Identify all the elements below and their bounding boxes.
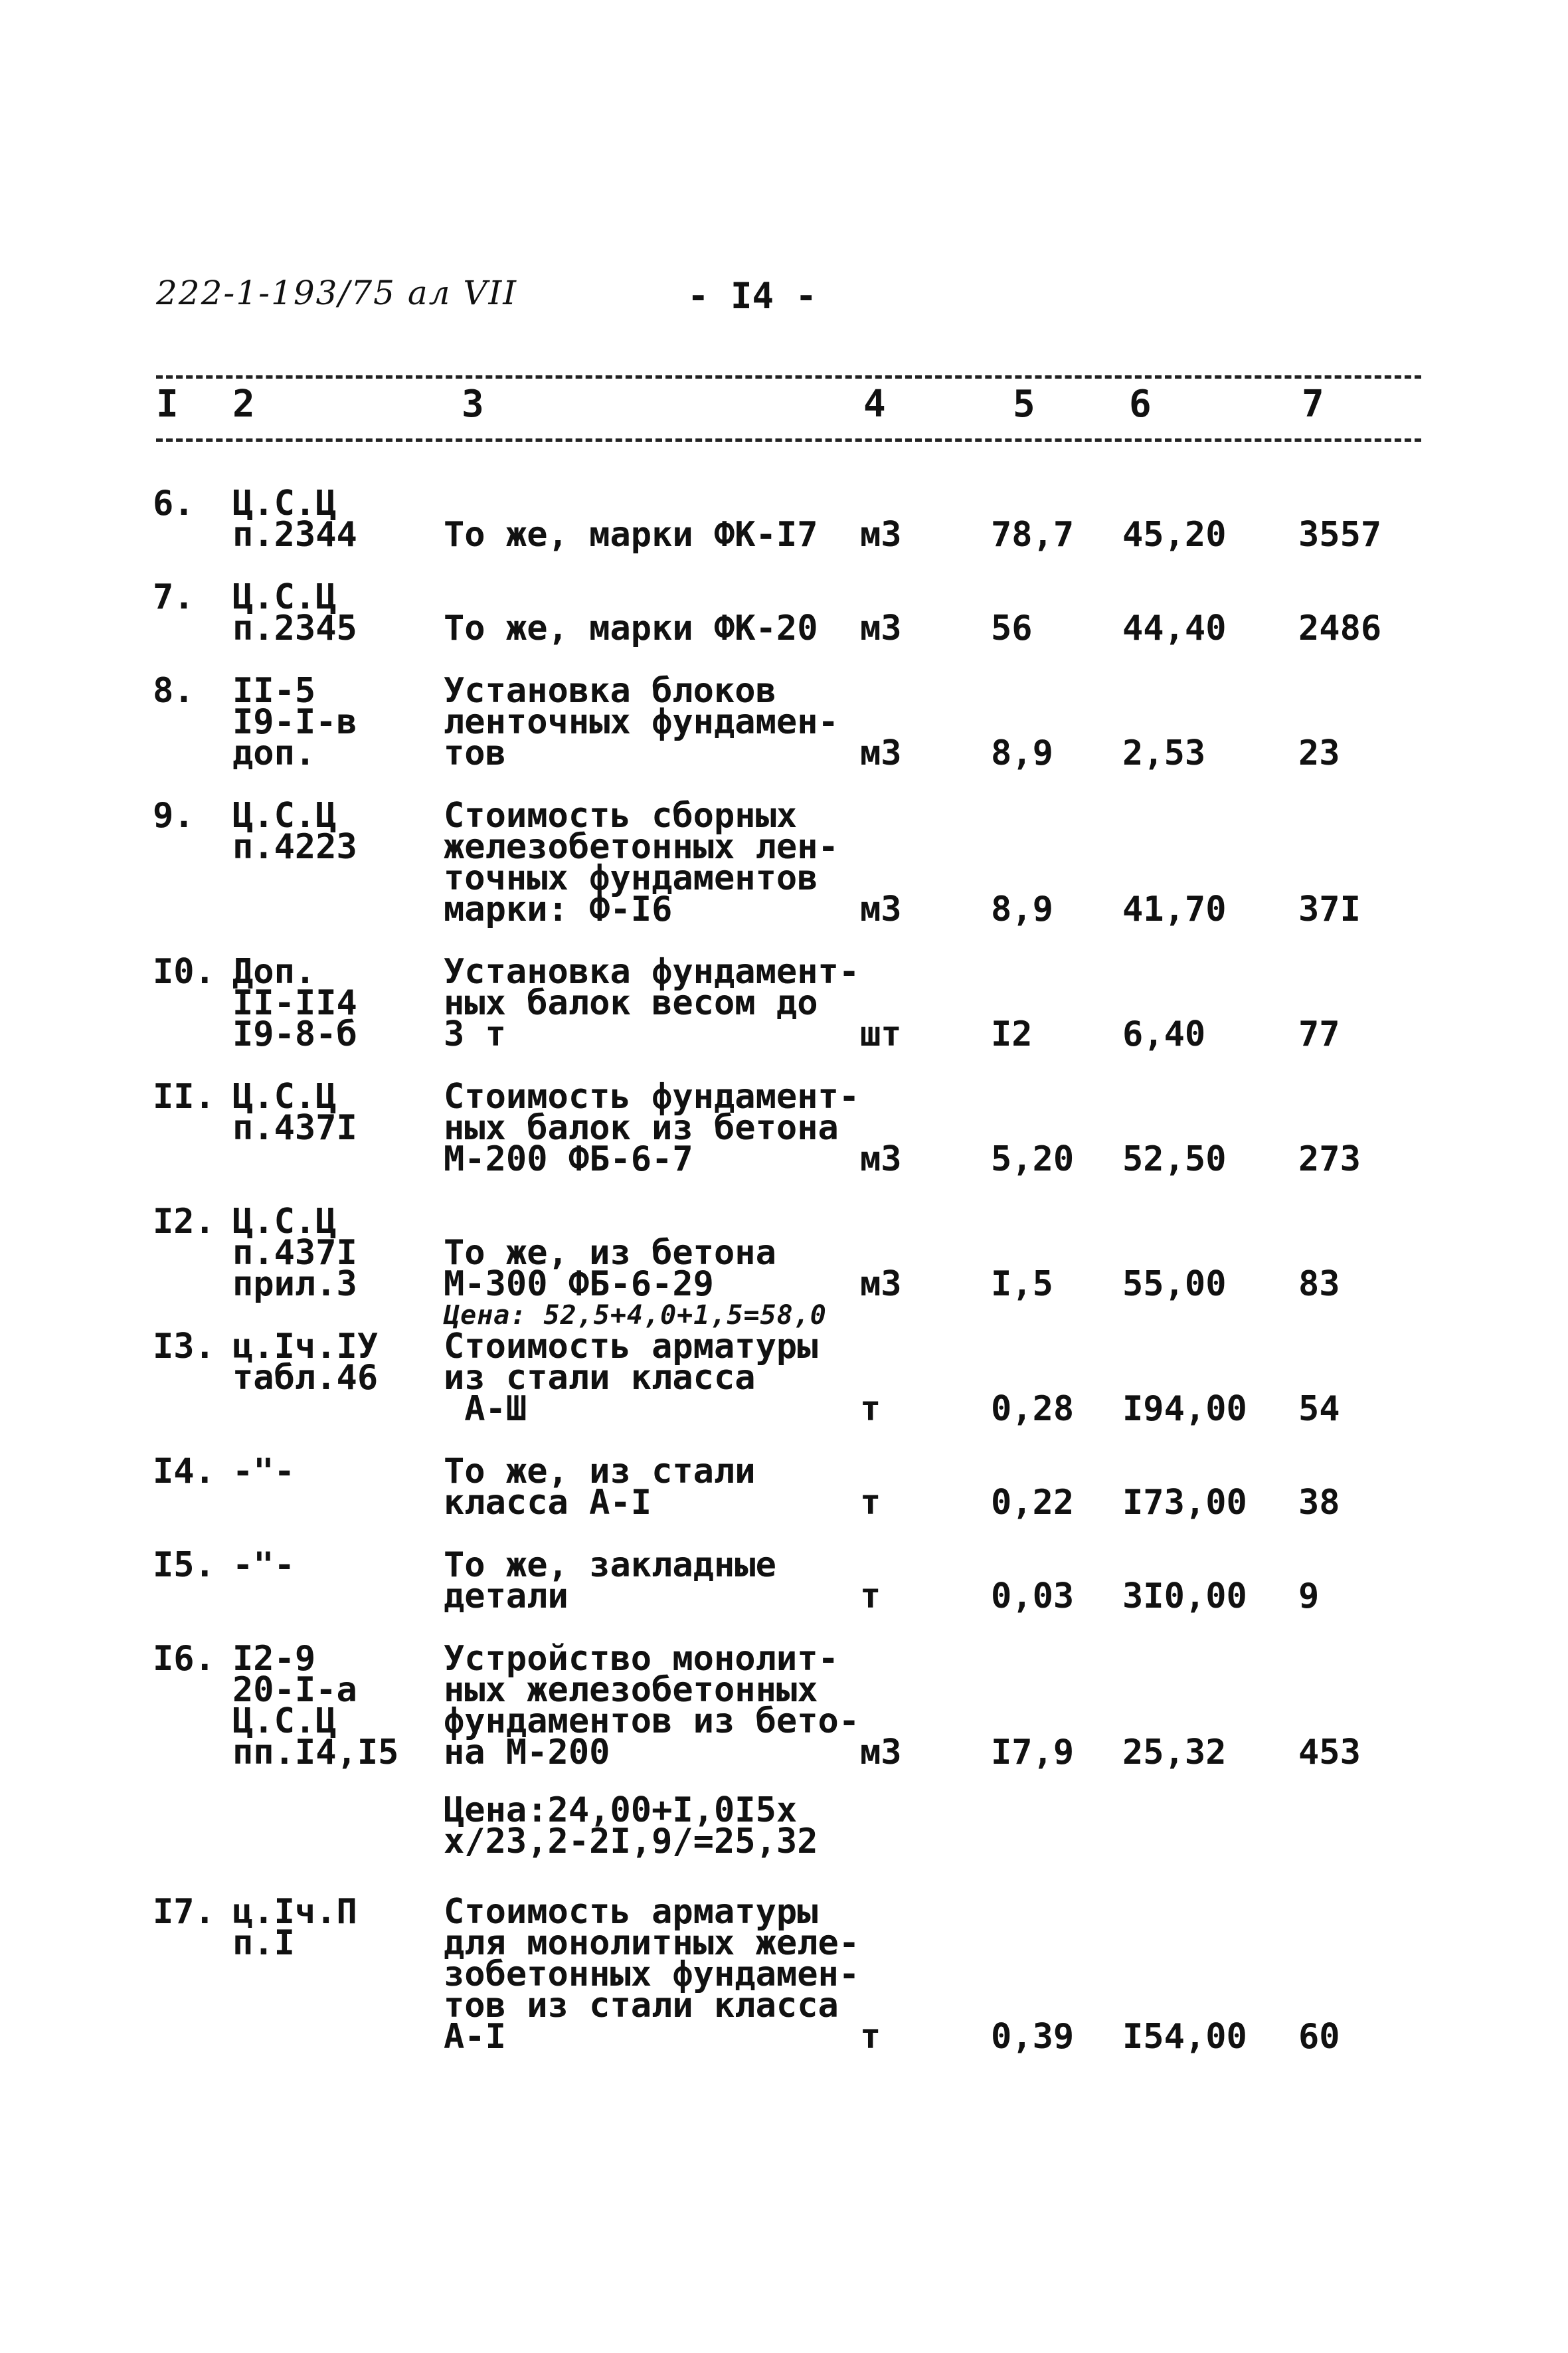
row-number: I0. bbox=[153, 952, 215, 992]
row-quantity: 56 bbox=[991, 609, 1033, 648]
row-reference: -"- bbox=[232, 1452, 295, 1491]
row-description: Устройство монолит- ных железобетонных фундаментов из бето- на М-200 bbox=[444, 1639, 860, 1772]
row-reference: ц.Iч.IУ табл.46 bbox=[232, 1327, 379, 1398]
row-number: I5. bbox=[153, 1545, 215, 1585]
row-number: I2. bbox=[153, 1202, 215, 1242]
row-reference: Ц.С.Ц п.2344 bbox=[232, 484, 357, 555]
row-reference: Доп. II-II4 I9-8-б bbox=[232, 952, 357, 1054]
row-description: То же, марки ФК-I7 bbox=[444, 515, 818, 555]
row-number: 6. bbox=[153, 484, 195, 523]
row-description: Стоимость арматуры для монолитных желе- зобетонных фундамен- тов из стали класса А-I bbox=[444, 1892, 860, 2057]
row-total: 37I bbox=[1298, 890, 1361, 929]
row-total: 9 bbox=[1298, 1576, 1320, 1616]
row-unit: т bbox=[860, 1576, 881, 1616]
column-header: 7 bbox=[1302, 383, 1324, 426]
row-quantity: I2 bbox=[991, 1014, 1033, 1054]
row-reference: Ц.С.Ц п.2345 bbox=[232, 577, 357, 648]
row-unit: т bbox=[860, 1389, 881, 1429]
row-description: То же, марки ФК-20 bbox=[444, 609, 818, 648]
row-quantity: 78,7 bbox=[991, 515, 1075, 555]
row-unit-price: I94,00 bbox=[1122, 1389, 1247, 1429]
row-total: 3557 bbox=[1298, 515, 1382, 555]
row-description: То же, закладные детали bbox=[444, 1545, 776, 1616]
column-header: 3 bbox=[462, 383, 484, 426]
row-description: То же, из стали класса А-I bbox=[444, 1452, 756, 1523]
row-reference: ц.Iч.П п.I bbox=[232, 1892, 357, 1963]
price-formula: Цена:24,00+I,0I5х х/23,2-2I,9/=25,32 bbox=[444, 1790, 818, 1861]
row-description: Установка блоков ленточных фундамен- тов bbox=[444, 671, 839, 773]
row-quantity: 0,22 bbox=[991, 1483, 1075, 1523]
row-unit-price: 6,40 bbox=[1122, 1014, 1206, 1054]
document-code: 222-1-193/75 ал VII bbox=[156, 274, 517, 312]
row-unit-price: I54,00 bbox=[1122, 2017, 1247, 2057]
row-description: Установка фундамент- ных балок весом до 3 т bbox=[444, 952, 860, 1054]
row-description: Стоимость фундамент- ных балок из бетона М-200 ФБ-6-7 bbox=[444, 1077, 860, 1179]
row-total: 38 bbox=[1298, 1483, 1340, 1523]
row-unit: м3 bbox=[860, 1264, 902, 1304]
row-quantity: 0,28 bbox=[991, 1389, 1075, 1429]
row-number: 8. bbox=[153, 671, 195, 711]
row-number: I6. bbox=[153, 1639, 215, 1679]
row-number: I7. bbox=[153, 1892, 215, 1932]
row-quantity: 8,9 bbox=[991, 733, 1053, 773]
row-description: То же, из бетона М-300 ФБ-6-29 bbox=[444, 1233, 776, 1304]
row-unit-price: 2,53 bbox=[1122, 733, 1206, 773]
row-description: Стоимость арматуры из стали класса А-Ш bbox=[444, 1327, 818, 1429]
column-header: 6 bbox=[1129, 383, 1152, 426]
row-total: 453 bbox=[1298, 1733, 1361, 1772]
row-unit: м3 bbox=[860, 515, 902, 555]
row-unit: м3 bbox=[860, 733, 902, 773]
row-unit: шт bbox=[860, 1014, 902, 1054]
row-reference: I2-9 20-I-а Ц.С.Ц пп.I4,I5 bbox=[232, 1639, 399, 1772]
row-total: 23 bbox=[1298, 733, 1340, 773]
row-unit-price: 41,70 bbox=[1122, 890, 1227, 929]
row-reference: Ц.С.Ц п.437I прил.3 bbox=[232, 1202, 357, 1304]
row-quantity: 8,9 bbox=[991, 890, 1053, 929]
row-unit: м3 bbox=[860, 1733, 902, 1772]
row-quantity: 0,39 bbox=[991, 2017, 1075, 2057]
row-unit: м3 bbox=[860, 890, 902, 929]
page-number: - I4 - bbox=[687, 275, 818, 317]
row-unit: м3 bbox=[860, 1139, 902, 1179]
row-quantity: I,5 bbox=[991, 1264, 1053, 1304]
row-unit-price: 45,20 bbox=[1122, 515, 1227, 555]
row-total: 83 bbox=[1298, 1264, 1340, 1304]
row-total: 60 bbox=[1298, 2017, 1340, 2057]
row-reference: Ц.С.Ц п.4223 bbox=[232, 796, 357, 867]
row-reference: Ц.С.Ц п.437I bbox=[232, 1077, 357, 1148]
row-total: 54 bbox=[1298, 1389, 1340, 1429]
row-number: I3. bbox=[153, 1327, 215, 1366]
column-header: I bbox=[156, 383, 179, 426]
row-unit-price: 44,40 bbox=[1122, 609, 1227, 648]
column-header: 5 bbox=[1013, 383, 1035, 426]
row-unit-price: 25,32 bbox=[1122, 1733, 1227, 1772]
handwritten-price-note: Цена: 52,5+4,0+1,5=58,0 bbox=[444, 1300, 827, 1331]
row-unit: т bbox=[860, 2017, 881, 2057]
row-number: 9. bbox=[153, 796, 195, 836]
column-header: 4 bbox=[863, 383, 886, 426]
row-unit-price: I73,00 bbox=[1122, 1483, 1247, 1523]
row-quantity: I7,9 bbox=[991, 1733, 1075, 1772]
row-reference: II-5 I9-I-в доп. bbox=[232, 671, 357, 773]
row-number: 7. bbox=[153, 577, 195, 617]
row-quantity: 5,20 bbox=[991, 1139, 1075, 1179]
row-total: 273 bbox=[1298, 1139, 1361, 1179]
row-number: II. bbox=[153, 1077, 215, 1117]
row-quantity: 0,03 bbox=[991, 1576, 1075, 1616]
row-number: I4. bbox=[153, 1452, 215, 1491]
row-reference: -"- bbox=[232, 1545, 295, 1585]
row-unit-price: 3I0,00 bbox=[1122, 1576, 1247, 1616]
row-total: 2486 bbox=[1298, 609, 1382, 648]
row-unit: т bbox=[860, 1483, 881, 1523]
row-total: 77 bbox=[1298, 1014, 1340, 1054]
row-description: Стоимость сборных железобетонных лен- точных фундаментов марки: Ф-I6 bbox=[444, 796, 839, 929]
row-unit: м3 bbox=[860, 609, 902, 648]
column-header: 2 bbox=[232, 383, 255, 426]
row-unit-price: 52,50 bbox=[1122, 1139, 1227, 1179]
row-unit-price: 55,00 bbox=[1122, 1264, 1227, 1304]
